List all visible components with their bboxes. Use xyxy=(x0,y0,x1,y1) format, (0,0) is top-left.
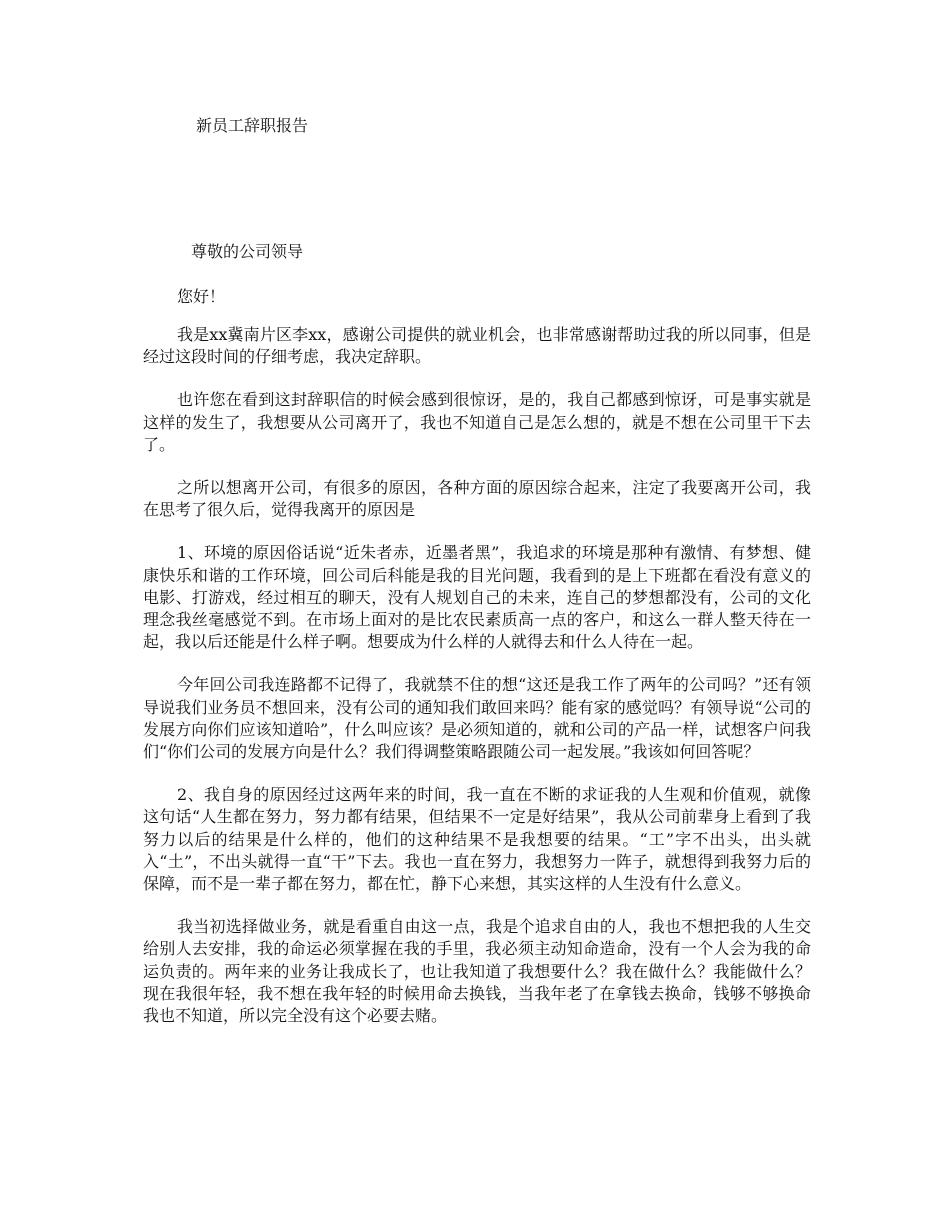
letter-body xyxy=(143,324,811,1048)
paragraph-personal-reasons: 2、我自身的原因经过这两年来的时间，我一直在不断的求证我的人生观和价值观，就像这句话“人生都在努力，努力都有结果，但结果不一定是好结果”，我从公司前辈身上看到了我努力以后的结果是什么样的，他们的这种结果不是我想要的结果。“工”字不出头，出头就入“土”，不出头就得一直“干”下去。我也一直在努力，我想努力一阵子，就想得到我努力后的保障，而不是一辈子都在努力，都在忙，静下心来想，其实这样的人生没有什么意义。 xyxy=(143,785,811,894)
paragraph-freedom: 我当初选择做业务，就是看重自由这一点，我是个追求自由的人，我也不想把我的人生交给别人去安排，我的命运必须掌握在我的手里，我必须主动知命造命，没有一个人会为我的命运负责的。两年来的业务让我成长了，也让我知道了我想要什么？我在做什么？我能做什么？现在我很年轻，我不想在我年轻的时候用命去换钱，当我年老了在拿钱去换命，钱够不够换命我也不知道，所以完全没有这个必要去赌。 xyxy=(143,917,811,1026)
paragraph-company-direction: 今年回公司我连路都不记得了，我就禁不住的想“这还是我工作了两年的公司吗？”还有领导说我们业务员不想回来，没有公司的通知我们敢回来吗？能有家的感觉吗？有领导说“公司的发展方向你们应该知道哈”，什么叫应该？是必须知道的，就和公司的产品一样，试想客户问我们“你们公司的发展方向是什么？我们得调整策略跟随公司一起发展。”我该如何回答呢？ xyxy=(143,675,811,762)
paragraph-intro: 我是xx冀南片区李xx，感谢公司提供的就业机会，也非常感谢帮助过我的所以同事，但是经过这段时间的仔细考虑，我决定辞职。 xyxy=(143,325,811,367)
greeting: 您好！ xyxy=(177,287,226,306)
paragraph-surprise: 也许您在看到这封辞职信的时候会感到很惊讶，是的，我自己都感到惊讶，可是事实就是这样的发生了，我想要从公司离开了，我也不知道自己是怎么想的，就是不想在公司里干下去了。 xyxy=(143,390,811,454)
document-title: 新员工辞职报告 xyxy=(196,116,309,135)
salutation: 尊敬的公司领导 xyxy=(191,242,304,261)
paragraph-reasons-intro: 之所以想离开公司，有很多的原因，各种方面的原因综合起来，注定了我要离开公司，我在思考了很久后，觉得我离开的原因是 xyxy=(143,478,811,520)
paragraph-environment: 1、环境的原因俗话说“近朱者赤，近墨者黑”，我追求的环境是那种有激情、有梦想、健康快乐和谐的工作环境，回公司后科能是我的目光问题，我看到的是上下班都在看没有意义的电影、打游戏，经过相互的聊天，没有人规划自己的未来，连自己的梦想都没有，公司的文化理念我丝毫感觉不到。在市场上面对的是比农民素质高一点的客户，和这么一群人整天待在一起，我以后还能是什么样子啊。想要成为什么样的人就得去和什么人待在一起。 xyxy=(143,543,811,652)
